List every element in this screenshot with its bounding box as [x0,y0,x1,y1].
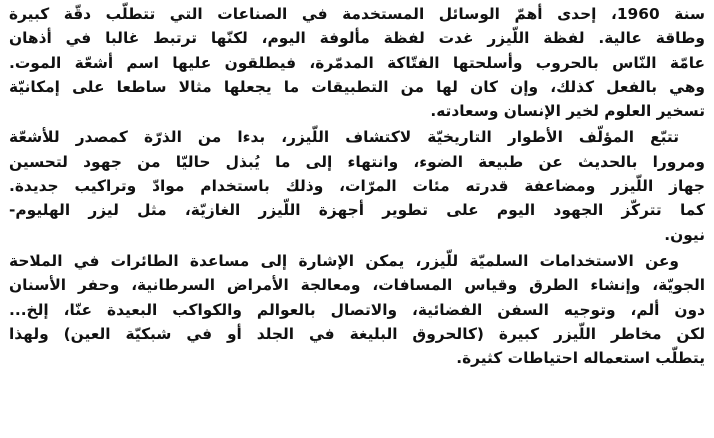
text-line: وطاقة عالية. لفظة اللّيزر غدت لفظة مألوفة اليوم، لكنّها ترتبط غالبا في أذهان [9,29,705,48]
text-line: جهاز اللّيزر ومضاعفة قدرته مئات المرّات، وذلك باستخدام موادّ وتراكيب جديدة. [9,177,705,196]
text-line: نيون. [664,225,705,244]
text-line: سنة 1960، إحدى أهمّ الوسائل المستخدمة في الصناعات التي تتطلّب دقّة كبيرة [9,5,705,23]
text-line: وعن الاستخدامات السلميّة للّيزر، يمكن الإشارة إلى مساعدة الطائرات في الملاحة [9,251,679,270]
text-line: الجويّة، وإنشاء الطرق وقياس المسافات، ومعالجة الأمراض السرطانية، وحفر الأسنان [9,276,705,295]
text-line: يتطلّب استعماله احتياطات كثيرة. [456,349,705,368]
text-line: وهي بالفعل كذلك، وإن كان لها من التطبيقات ما يجعلها مثالا ساطعا على إمكانيّة [9,77,705,96]
text-line: عامّة النّاس بالحروب وأسلحتها الفتّاكة المدمّرة، فيطلقون عليها اسم أشعّة الموت. [9,53,705,72]
paragraph-2 [9,125,705,246]
text-line: تسخير العلوم لخير الإنسان وسعادته. [430,102,705,121]
paragraph-1 [9,2,705,123]
text-line: تتبّع المؤلّف الأطوار التاريخيّة لاكتشاف اللّيزر، بدءا من الذرّة كمصدر للأشعّة [9,128,679,147]
text-line: كما تتركّز الجهود اليوم على تطوير أجهزة اللّيزر الغازيّة، مثل ليزر الهليوم- [9,201,705,220]
text-line: لكن مخاطر اللّيزر كبيرة (كالحروق البليغة في الجلد أو في شبكيّة العين) ولهذا [9,324,705,343]
text-line: دون ألم، وتوجيه السفن الفضائية، والاتصال بالعوالم والكواكب البعيدة عنّا، إلخ... [9,300,705,319]
text-line: ومرورا بالحديث عن طبيعة الضوء، وانتهاء إلى ما يُبذل حاليّا من جهود لتحسين [9,152,705,171]
paragraph-3 [9,249,705,370]
